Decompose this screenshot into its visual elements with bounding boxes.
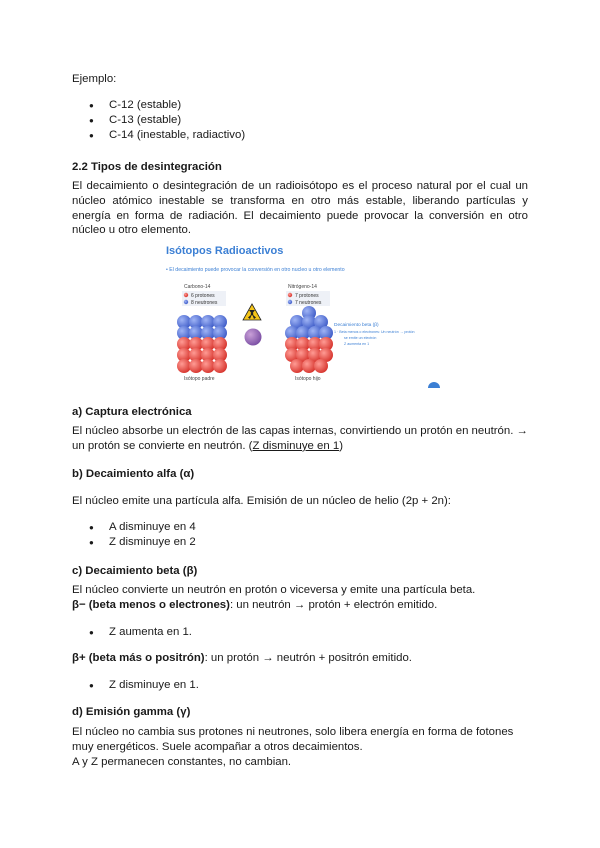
section-body: El decaimiento o desintegración de un radioisótopo es el proceso natural por el cual un núcleo atómico inestable se transforma en otro más estable, liberando partículas y energía en forma de radiación. El decaimiento puede provocar la conversión en otro núcleo u otro elemento. — [72, 180, 528, 237]
emitted-particle-icon — [245, 329, 262, 346]
gamma-heading: d) Emisión gamma (γ) — [72, 706, 191, 718]
list-item: ● Z disminuye en 1. — [72, 678, 199, 693]
parent-nucleus — [177, 315, 227, 373]
isotopes-figure — [158, 238, 444, 388]
figure-subtitle: • El decaimiento puede provocar la conversión en otro nucleo u otro elemento — [166, 267, 345, 273]
alpha-body: El núcleo emite una partícula alfa. Emisión de un núcleo de helio (2p + 2n): — [72, 495, 451, 507]
figure-title: Isótopos Radioactivos — [166, 245, 284, 257]
right-caption: Isótopo hijo — [295, 376, 321, 382]
gamma-body-line2: A y Z permanecen constantes, no cambian. — [72, 756, 292, 768]
list-item: ● Z aumenta en 1. — [72, 625, 192, 640]
right-protons-label: 7 protones — [295, 293, 319, 299]
list-item: ● C-13 (estable) — [72, 113, 245, 128]
beta-minus-line: β− (beta menos o electrones): un neutrón → protón + electrón emitido. — [72, 599, 438, 611]
left-caption: Isótopo padre — [184, 376, 215, 382]
alpha-list — [72, 520, 196, 550]
left-isotope-label: Carbono-14 — [184, 284, 211, 290]
gamma-body: El núcleo no cambia sus protones ni neutrones, solo libera energía en forma de fotones muy energéticos. Suele acompañar a otros decaimientos. — [72, 726, 514, 753]
left-neutrons-label: 8 neutrones — [191, 300, 218, 306]
example-label: Ejemplo: — [72, 73, 117, 85]
beta-plus-list — [72, 678, 199, 693]
beta-note-title: Decaimiento beta (β) — [334, 323, 379, 328]
alpha-heading: b) Decaimiento alfa (α) — [72, 468, 195, 480]
list-item: ● A disminuye en 4 — [72, 520, 196, 535]
daughter-nucleus — [285, 306, 333, 373]
list-item: ● C-14 (inestable, radiactivo) — [72, 128, 245, 143]
left-protons-label: 6 protones — [191, 293, 215, 299]
list-item: ● Z disminuye en 2 — [72, 535, 196, 550]
right-neutrons-label: 7 neutrones — [295, 300, 322, 306]
beta-body: El núcleo convierte un neutrón en protón o viceversa y emite una partícula beta. — [72, 584, 476, 596]
beta-note-line1: 1 · Beta menos o electrones: Un neutrón → protón — [334, 330, 415, 334]
beta-note-line3: Z aumenta en 1 — [344, 342, 370, 346]
beta-note-line2: se emite un electrón — [344, 336, 377, 340]
section-heading: 2.2 Tipos de desintegración — [72, 161, 222, 173]
right-isotope-label: Nitrógeno-14 — [288, 284, 317, 290]
capture-body: El núcleo absorbe un electrón de las capas internas, convirtiendo un protón en neutrón. → un protón se convierte en neutrón. (Z disminuye en 1) — [72, 425, 528, 452]
capture-heading: a) Captura electrónica — [72, 406, 192, 418]
example-list — [72, 98, 245, 143]
beta-heading: c) Decaimiento beta (β) — [72, 565, 198, 577]
beta-minus-list — [72, 625, 192, 640]
beta-plus-line: β+ (beta más o positrón): un protón → neutrón + positrón emitido. — [72, 652, 412, 664]
list-item: ● C-12 (estable) — [72, 98, 245, 113]
radiation-icon — [243, 304, 261, 320]
